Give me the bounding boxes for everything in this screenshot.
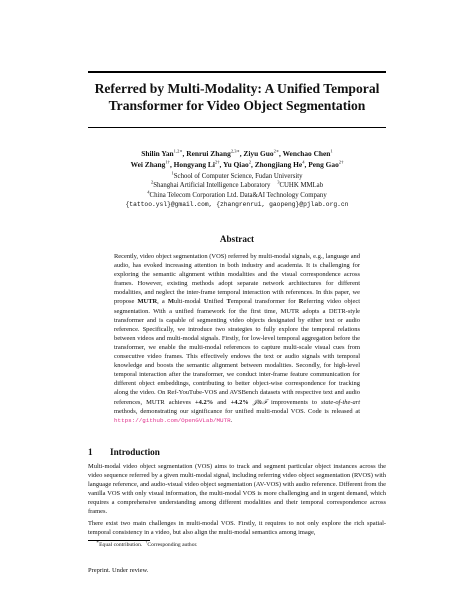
author-name: Shilin Yan <box>141 149 174 158</box>
affiliation-4: $^4$China Telecom Corporation Ltd. Data&AI Technology Company <box>147 189 327 199</box>
method-name: MUTR <box>137 298 158 306</box>
affiliation-2-3: $^2$Shanghai Artificial Intelligence Laboratory $^3$CUHK MMLab <box>150 180 324 190</box>
footnotes <box>96 539 198 549</box>
title-line-2: Transformer for Video Object Segmentation <box>108 98 366 113</box>
intro-paragraph-2: There exist two main challenges in multi-modal VOS. Firstly, it requires to not only explore the rich spatial-temporal consistency in a video, but also align the multi-modal semantics among image, <box>88 520 386 536</box>
author-list <box>60 149 414 170</box>
section-number: 1 <box>88 447 93 457</box>
author-name: Renrui Zhang <box>186 149 231 158</box>
section-heading-introduction <box>88 447 160 457</box>
author-name: Wenchao Chen <box>282 149 331 158</box>
title-top-rule <box>88 71 386 73</box>
gain-value: +4.2% <box>195 398 214 406</box>
section-title: Introduction <box>110 447 160 457</box>
paper-title <box>60 80 414 114</box>
author-name: Yu Qiao <box>222 159 249 169</box>
authors-line-2: Wei Zhang$^{1\dagger}$, Hongyang $Li^{2\dagger}$, Yu Qiao$^2$, Zhongjiang He$^4$, Peng Gao$^{2\dagger}$ <box>130 159 344 169</box>
title-bottom-rule <box>88 127 386 128</box>
gain-value: +4.2% <box>230 398 249 406</box>
preprint-notice: Preprint. Under review. <box>88 567 149 574</box>
metric-symbol: 𝒥&ℱ <box>248 398 267 406</box>
author-name: Zhongjiang He <box>254 159 303 169</box>
author-emails: {tattoo.ysl}@gmail.com, {zhangrenrui, gaopeng}@pjlab.org.cn <box>125 200 349 208</box>
intro-paragraph-1: Multi-modal video object segmentation (VOS) aims to track and segment particular object instances across the video sequence referred by a given multi-modal signal, including referring video object segmentation (RVOS) with language reference, and audio-visual video object segmentation (AV-VOS) with audio reference. Different from the vanilla VOS with only visual information, the multi-modal VOS is more challenging and in urgent demand, which requires a comprehensive understanding among different modalities and their temporal correspondence across frames. <box>88 463 386 515</box>
affiliation-1: $^1$School of Computer Science, Fudan University <box>171 170 303 180</box>
author-name: Hongyang Li <box>173 159 215 169</box>
affiliations <box>60 172 414 209</box>
author-name: Peng Gao <box>308 159 339 169</box>
author-name: Ziyu Guo <box>243 149 274 158</box>
abstract-heading: Abstract <box>219 234 255 244</box>
author-name: Wei Zhang <box>130 159 166 169</box>
footnote-equal-contribution: ∗Equal contribution. †Corresponding author. <box>96 539 198 548</box>
title-line-1: Referred by Multi-Modality: A Unified Temporal <box>94 81 380 96</box>
code-link[interactable]: https://github.com/OpenGVLab/MUTR <box>114 416 231 424</box>
authors-line-1: Shilin Yan$^{1,2∗}$, Renrui Zhang$^{2,3∗}$, Ziyu Guo$^{2∗}$, Wenchao Chen$^1$ <box>141 148 333 158</box>
abstract-body: Recently, video object segmentation (VOS) referred by multi-modal signals, e.g., language and audio, has evoked increasing attention in both industry and academia. It is challenging for exploring the semantic alignment within modalities and the visual correspondence across frames. However, existing methods adopt separate network architectures for different modalities, and neglect the inter-frame temporal interaction with references. In this paper, we propose MUTR, a Multi-modal Unified Temporal transformer for Referring video object segmentation. With a unified framework for the first time, MUTR adopts a DETR-style transformer and is capable of segmenting video objects designated by either text or audio reference. Specifically, we introduce two strategies to fully explore the temporal relations between videos and multi-modal signals. Firstly, for low-level temporal aggregation before the transformer, we enable the multi-modal references to capture multi-scale visual cues from consecutive video frames. This effectively endows the text or audio signals with temporal knowledge and boosts the semantic alignment between modalities. Secondly, for high-level temporal interaction after the transformer, we conduct inter-frame feature communication for different object embeddings, contributing to better object-wise correspondence for tracking along the video. On Ref-YouTube-VOS and AVSBench datasets with respective text and audio references, MUTR achieves +4.2% and +4.2% 𝒥&ℱ improvements to state-of-the-art methods, demonstrating our significance for unified multi-modal VOS. Code is released at https://github.com/OpenGVLab/MUTR. <box>114 253 361 424</box>
